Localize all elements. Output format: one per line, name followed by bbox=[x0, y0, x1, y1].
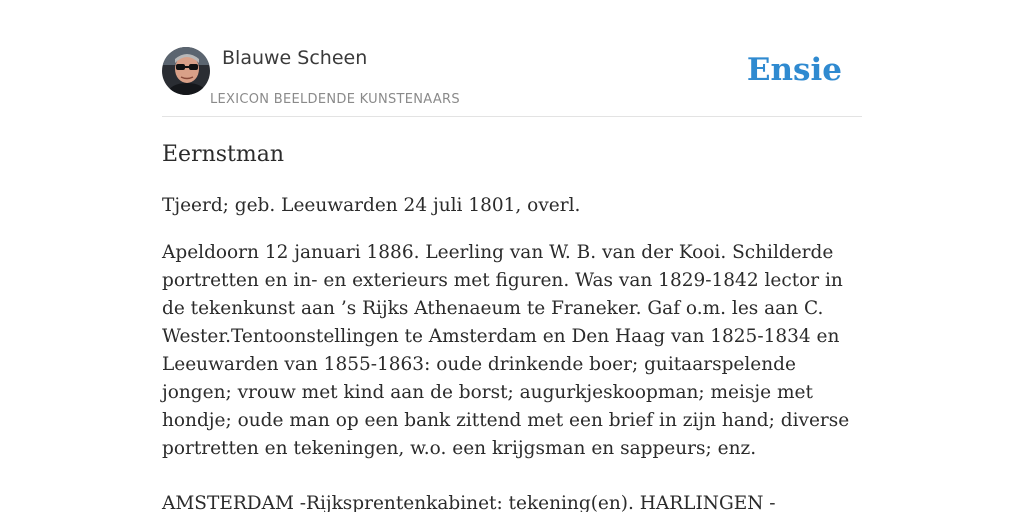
brand-logo[interactable]: Ensie bbox=[746, 52, 842, 88]
author-name[interactable]: Blauwe Scheen bbox=[222, 47, 368, 69]
article-paragraph: Apeldoorn 12 januari 1886. Leerling van W. B. van der Kooi. Schilderde portretten en in- en exterieurs met figuren. Was van 1829-1842 lector in de tekenkunst aan ’s Rijks Athenaeum te Franeker. Gaf o.m. les aan C. Wester.Tentoonstellingen te Amsterdam en Den Haag van 1825-1834 en Leeuwarden van 1855-1863: oude drinkende boer; guitaarspelende jongen; vrouw met kind aan de borst; augurkjeskoopman; meisje met hondje; oude man op een bank zittend met een brief in zijn hand; diverse portretten en tekeningen, w.o. een krijgsman en sappeurs; enz. bbox=[162, 242, 850, 459]
article-header bbox=[162, 46, 862, 117]
article-paragraph: Tjeerd; geb. Leeuwarden 24 juli 1801, overl. bbox=[162, 195, 581, 216]
article-title: Eernstman bbox=[162, 142, 285, 167]
article-paragraph: AMSTERDAM -Rijksprentenkabinet: tekening(en). HARLINGEN - bbox=[162, 493, 776, 512]
person-photo-icon bbox=[162, 47, 210, 95]
publication-link[interactable]: LEXICON BEELDENDE KUNSTENAARS bbox=[210, 92, 460, 107]
author-avatar[interactable] bbox=[162, 47, 210, 95]
